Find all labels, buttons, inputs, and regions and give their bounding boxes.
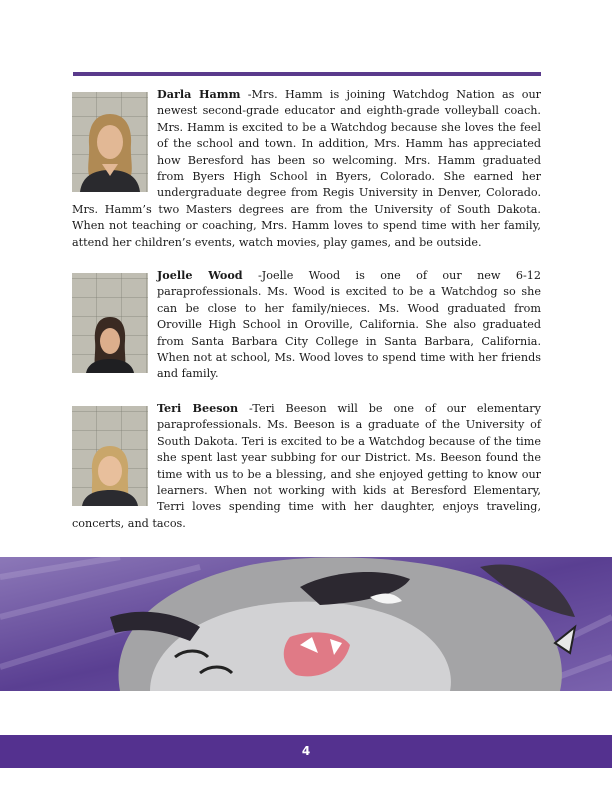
bio-name: Joelle Wood [157, 268, 243, 282]
bio-text: -Teri Beeson will be one of our elementary paraprofessionals. Ms. Beeson is a graduate of the University of South Dakota. Teri is excited to be a Watchdog because of the time she spent last year subbing for our District. Ms. Beeson found the time with us to be a blessing, and she enjoyed getting to know our learners. When not working with kids at Beresford Elementary, Terri loves spending time with her daughter, enjoys traveling, concerts, and tacos. [72, 402, 541, 530]
page-number: 4 [301, 744, 311, 758]
staff-photo [72, 406, 148, 506]
staff-photo [72, 92, 148, 192]
top-divider [73, 72, 541, 76]
bio-darla-hamm [72, 86, 541, 251]
staff-photo [72, 273, 148, 373]
mascot-banner [0, 557, 612, 691]
bio-text: -Mrs. Hamm is joining Watchdog Nation as our newest second-grade educator and eighth-grade volleyball coach. Mrs. Hamm is excited to be a Watchdog because she loves the feel of the school and town. In addition, Mrs. Hamm has appreciated how Beresford has been so welcoming. Mrs. Hamm graduated from Byers High School in Byers, Colorado. She earned her undergraduate degree from Regis University in Denver, Colorado. Mrs. Hamm’s two Masters degrees are from the University of South Dakota. When not teaching or coaching, Mrs. Hamm loves to spend time with her family, attend her children’s events, watch movies, play games, and be outside. [72, 88, 542, 249]
bio-name: Darla Hamm [157, 87, 241, 101]
bio-teri-beeson [72, 400, 541, 532]
bio-name: Teri Beeson [157, 401, 239, 415]
bio-joelle-wood [72, 267, 541, 383]
bulldog-mascot-image [0, 557, 612, 691]
bio-text: -Joelle Wood is one of our new 6-12 paraprofessionals. Ms. Wood is excited to be a Watchdog so she can be close to her family/nieces. Ms. Wood graduated from Oroville High School in Oroville, California. She also graduated from Santa Barbara City College in Santa Barbara, California. When not at school, Ms. Wood loves to spend time with her friends and family. [157, 269, 541, 381]
